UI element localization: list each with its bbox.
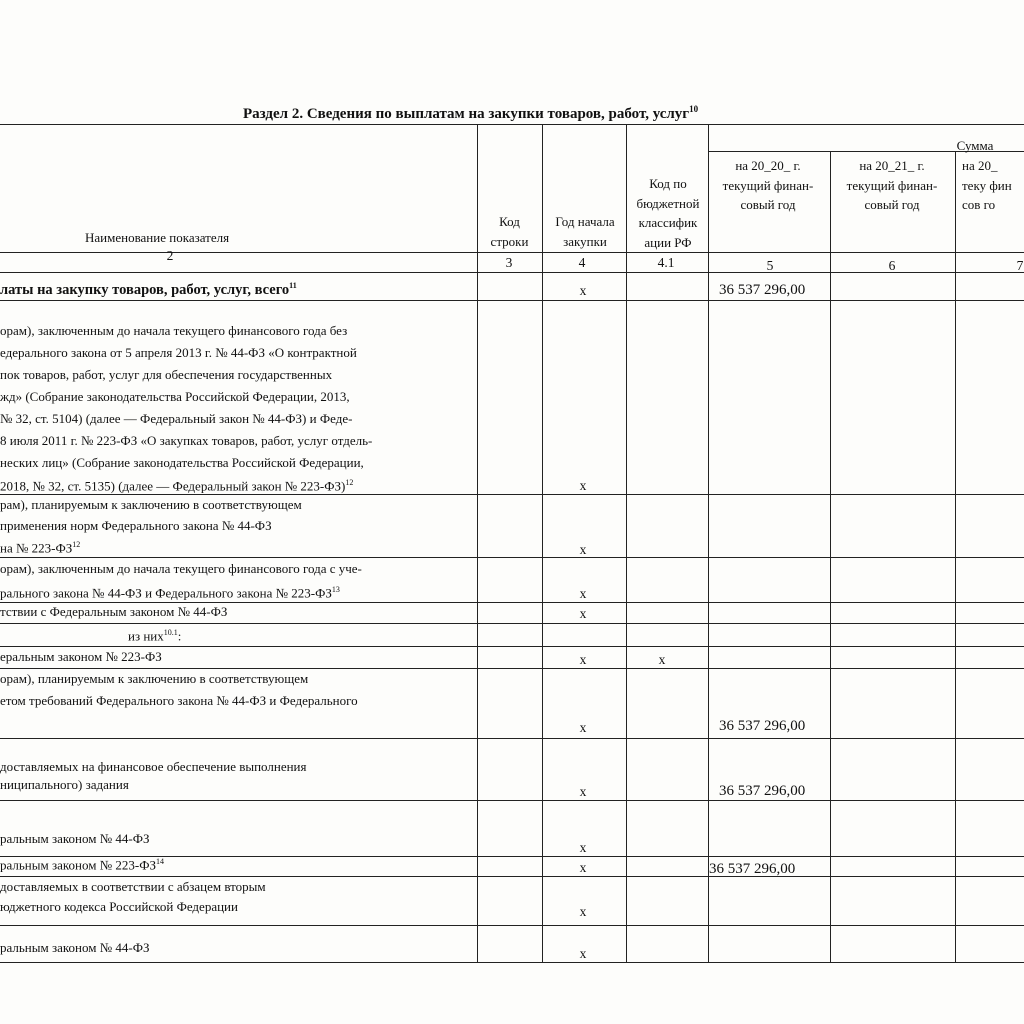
row-year-mark: x xyxy=(579,720,587,735)
col-border xyxy=(477,124,478,962)
row-border xyxy=(0,800,1024,801)
colnum: 4 xyxy=(578,255,586,270)
header-year: Год начала закупки xyxy=(555,214,615,249)
row-border xyxy=(0,738,1024,739)
header-budget-code: Код по бюджетной классифик ации РФ xyxy=(636,176,700,250)
header-sum-col-5: на 20_20_ г. текущий финан- совый год xyxy=(722,158,814,212)
row-label: ральным законом № 44-ФЗ xyxy=(0,831,150,846)
header-name: Наименование показателя xyxy=(85,230,230,245)
row-label-of-which: из них$^{10.1}$: xyxy=(128,628,182,644)
header-sum-group: Сумма xyxy=(956,138,994,153)
colnum: 2 xyxy=(166,248,174,263)
row-year-mark: x xyxy=(579,652,587,667)
colnum-bottom-border xyxy=(0,272,1024,273)
colnum: 3 xyxy=(505,255,513,270)
col-border xyxy=(708,124,709,962)
section-title: Раздел 2. Сведения по выплатам на закупки товаров, работ, услуг$^{10}$ xyxy=(243,104,699,122)
row-year-mark: x xyxy=(579,586,587,601)
row-sum-value: 36 537 296,00 xyxy=(719,282,806,298)
table-bottom-border xyxy=(0,962,1024,963)
row-total-label: латы на закупку товаров, работ, услуг, всего$^{11}$ xyxy=(0,281,297,298)
header-sum-col-6: на 20_21_ г. текущий финан- совый год xyxy=(846,158,938,212)
row-border xyxy=(0,925,1024,926)
row-year-mark: x xyxy=(579,860,587,875)
colnum: 7 xyxy=(1016,258,1024,273)
row-sum-value: 36 537 296,00 xyxy=(719,718,806,734)
row-label: еральным законом № 223-ФЗ xyxy=(0,649,162,664)
row-sum-value: 36 537 296,00 xyxy=(719,783,806,799)
row-year-mark: x xyxy=(579,840,587,855)
row-year-mark: x xyxy=(579,904,587,919)
table-top-border xyxy=(0,124,1024,125)
colnum: 5 xyxy=(766,258,774,273)
col-border xyxy=(955,151,956,962)
colnum: 4.1 xyxy=(657,255,675,270)
row-year-mark: x xyxy=(579,542,587,557)
row-label: ральным законом № 44-ФЗ xyxy=(0,940,150,955)
row-budget-mark: x xyxy=(658,652,666,667)
row-year-mark: x xyxy=(579,784,587,799)
row-label: ральным законом № 223-ФЗ$^{14}$ xyxy=(0,857,164,873)
colnum: 6 xyxy=(888,258,896,273)
row-year-mark: x xyxy=(579,283,587,298)
row-year-mark: x xyxy=(579,606,587,621)
row-year-mark: x xyxy=(579,478,587,493)
header-sum-col-7: на 20_ теку фин сов го xyxy=(962,158,1012,212)
row-year-mark: x xyxy=(579,946,587,961)
header-code: Код строки xyxy=(490,214,529,249)
col-border xyxy=(830,151,831,962)
row-label: тствии с Федеральным законом № 44-ФЗ xyxy=(0,604,228,619)
row-sum-value: 36 537 296,00 xyxy=(709,861,796,877)
